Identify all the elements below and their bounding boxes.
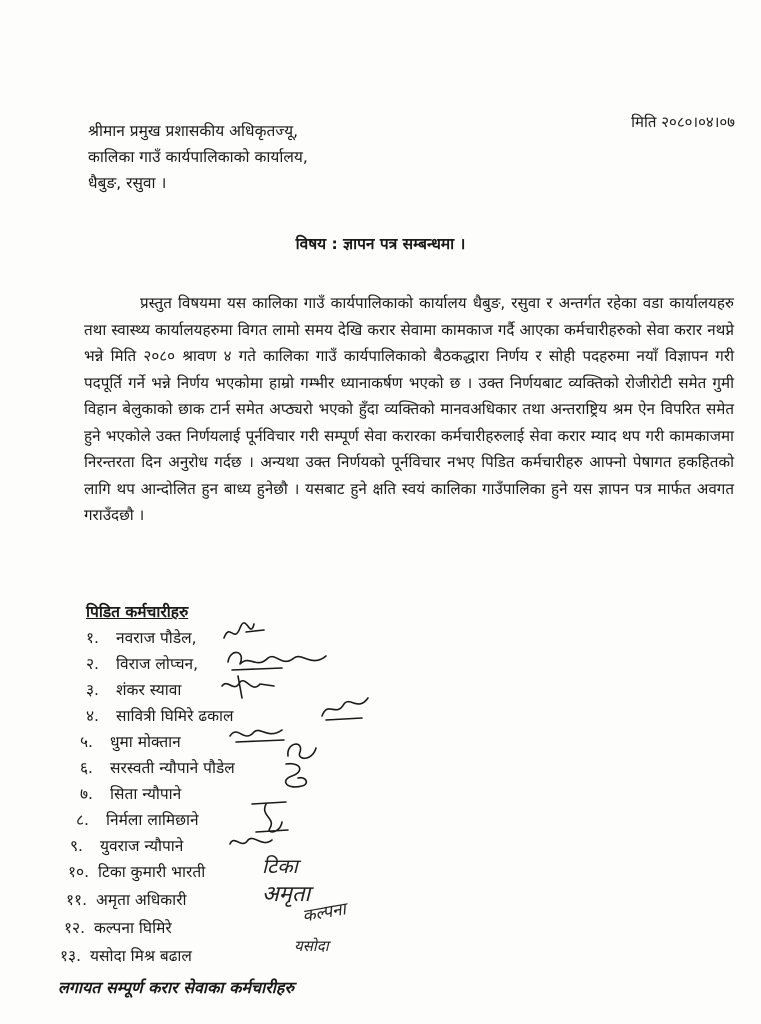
- employee-name: सिता न्यौपाने: [110, 785, 182, 803]
- signature-11: अमृता: [262, 882, 311, 907]
- footer-line: लगायत सम्पूर्ण करार सेवाका कर्मचारीहरु: [58, 978, 294, 997]
- body-paragraph: प्रस्तुत विषयमा यस कालिका गाउँ कार्यपालिकाको कार्यालय धैबुङ, रसुवा र अन्तर्गत रहेका वडा कार्यालयहरु तथा स्वास्थ्य कार्यालयहरुमा विगत लामो समय देखि करार सेवामा कामकाज गर्दै आएका कर्मचारीहरुको सेवा करार नथप्ने भन्ने मिति २०८० श्रावण ४ गते कालिका गाउँ कार्यपालिकाको बैठकद्धारा निर्णय र सोही पदहरुमा नयाँ विज्ञापन गरी पदपूर्ति गर्ने भन्ने निर्णय भएकोमा हाम्रो गम्भीर ध्यानाकर्षण भएको छ । उक्त निर्णयबाट व्यक्तिको रोजीरोटी समेत गुमी विहान बेलुकाको छाक टार्न समेत अप्ठ्यरो भएको हुँदा व्यक्तिको मानवअधिकार तथा अन्तराष्ट्रिय श्रम ऐन विपरित समेत हुने भएकोले उक्त निर्णयलाई पूर्नविचार गरी सम्पूर्ण सेवा करारका कर्मचारीहरुलाई सेवा करार म्याद थप गरी कामकाजमा निरन्तरता दिन अनुरोध गर्दछ । अन्यथा उक्त निर्णयको पूर्नविचार नभए पिडित कर्मचारीहरु आफ्नो पेषागत हकहितको लागि थप आन्दोलित हुन बाध्य हुनेछौ । यसबाट हुने क्षति स्वयं कालिका गाउँपालिका हुने यस ज्ञापन पत्र मार्फत अवगत गराउँदछौ ।: [84, 294, 734, 524]
- subject-line: विषय : ज्ञापन पत्र सम्बन्धमा ।: [295, 235, 466, 253]
- employee-list: [0, 626, 761, 966]
- employee-row: [68, 860, 205, 882]
- employee-number: ९.: [70, 837, 83, 855]
- employee-name: टिका कुमारी भारती: [98, 863, 206, 881]
- employee-name: अमृता अधिकारी: [96, 891, 187, 909]
- employee-row: [86, 626, 197, 648]
- employee-name: कल्पना घिमिरे: [94, 919, 172, 937]
- employee-number: १०.: [68, 863, 90, 881]
- employee-name: निर्मला लामिछाने: [106, 811, 199, 829]
- employee-list-title: पिडित कर्मचारीहरु: [86, 603, 189, 621]
- employee-row: [64, 916, 172, 938]
- employee-name: विराज लोप्चन,: [116, 655, 199, 673]
- employee-name: नवराज पौडेल,: [116, 629, 197, 647]
- signature-10: टिका: [262, 854, 298, 878]
- employee-number: ५.: [80, 733, 93, 751]
- employee-row: [70, 834, 183, 856]
- employee-row: [86, 704, 234, 726]
- recipient-line-2: कालिका गाउँ कार्यपालिकाको कार्यालय,: [88, 148, 308, 166]
- signature-9: [226, 832, 276, 852]
- signature-6b: [276, 758, 316, 792]
- employee-number: ३.: [86, 681, 99, 699]
- employee-row: [80, 782, 181, 804]
- employee-number: १२.: [64, 919, 86, 937]
- employee-name: सावित्री घिमिरे ढकाल: [116, 707, 234, 725]
- employee-row: [60, 944, 192, 966]
- employee-row: [86, 652, 198, 674]
- employee-number: २.: [86, 655, 99, 673]
- recipient-address: [88, 118, 308, 196]
- employee-number: १३.: [60, 947, 82, 965]
- employee-name: शंकर स्यावा: [116, 681, 182, 699]
- employee-row: [76, 808, 199, 830]
- employee-name: युवराज न्यौपाने: [100, 837, 184, 855]
- employee-number: १.: [86, 629, 99, 647]
- employee-name: सरस्वती न्यौपाने पौडेल: [110, 759, 235, 777]
- document-date: मिति २०८०।०४।०७: [631, 113, 735, 131]
- employee-number: ११.: [66, 891, 88, 909]
- employee-number: ८.: [76, 811, 89, 829]
- employee-number: ६.: [80, 759, 93, 777]
- employee-name: यसोदा मिश्र बढाल: [90, 947, 192, 965]
- employee-row: [86, 678, 181, 700]
- signature-3: [218, 672, 278, 702]
- employee-number: ४.: [86, 707, 99, 725]
- employee-name: धुमा मोक्तान: [110, 733, 181, 751]
- recipient-line-3: धैबुङ, रसुवा ।: [88, 174, 167, 192]
- employee-number: ७.: [80, 785, 93, 803]
- signature-4: [318, 692, 372, 726]
- employee-row: [80, 730, 181, 752]
- recipient-line-1: श्रीमान प्रमुख प्रशासकीय अधिकृतज्यू,: [88, 122, 299, 140]
- employee-row: [80, 756, 235, 778]
- signature-12: कल्पना: [300, 899, 348, 927]
- signature-13: यसोदा: [294, 937, 329, 955]
- signature-5: [226, 720, 288, 750]
- employee-row: [66, 888, 187, 910]
